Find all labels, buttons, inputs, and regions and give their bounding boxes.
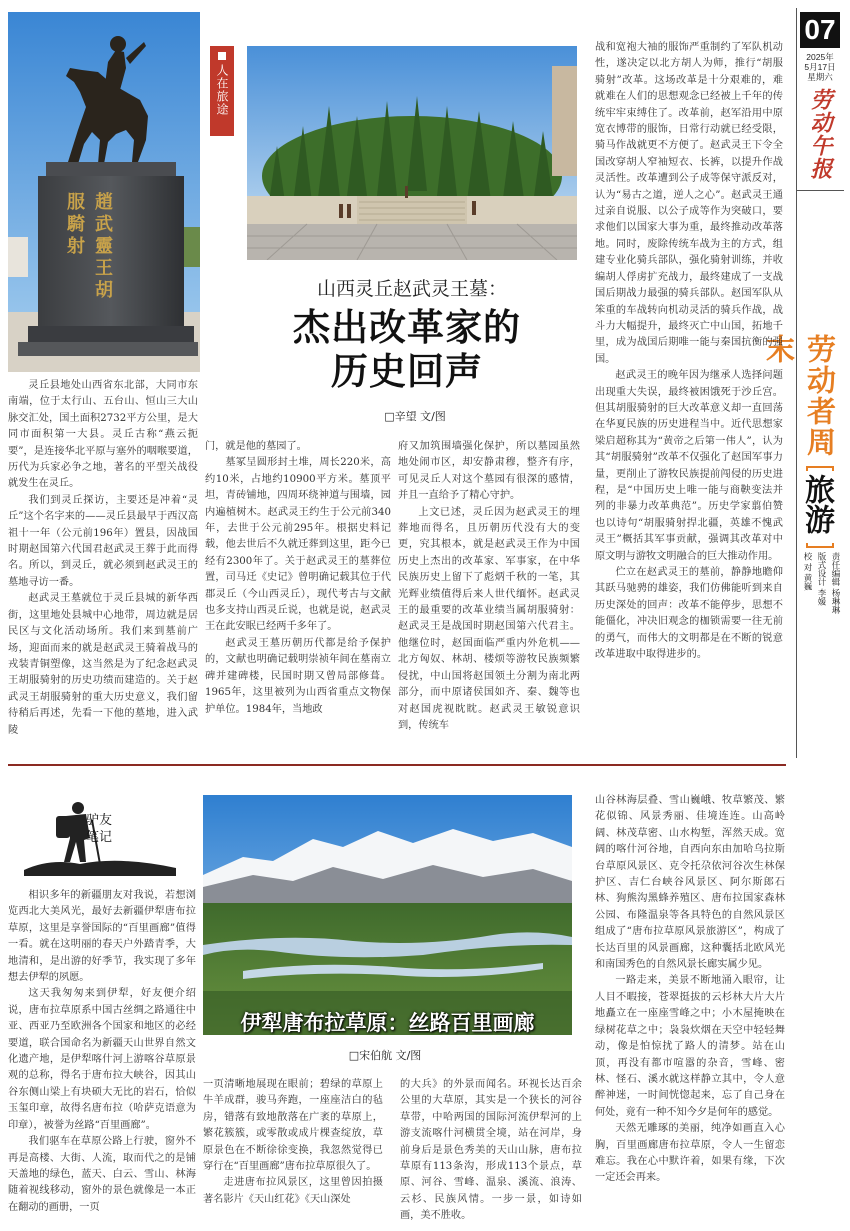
grassland-photo xyxy=(203,795,572,1035)
column-tag-notes xyxy=(86,812,112,846)
column-tag-travel xyxy=(210,46,234,136)
article1-title-line2: 历史回声 xyxy=(331,350,483,393)
article1-column-1 xyxy=(8,378,198,743)
paragraph: 赵武灵王墓就位于灵丘县城的新华西街，这里地处县城中心地带，周边就是居民区与文化活动场所。我们来到墓前广场，迎面而来的就是赵武灵王骑着战马的戎装青铜塑像，这当然是为了纪念赵武灵王胡服骑射的历史功绩而建造的。关于赵武灵王胡服骑射的重大历史意义，我们留待稍后再述，先看一下他的墓地，进入武陵 xyxy=(8,593,198,736)
tag-label: 人在旅途 xyxy=(215,64,229,116)
article1-title xyxy=(232,306,582,394)
article2-title: 伊犁唐布拉草原：丝路百里画廊 xyxy=(240,1011,535,1035)
paragraph: 灵丘县地处山西省东北部，大同市东南端，位于太行山、五台山、恒山三大山脉交汇处，国土面积2732平方公里，是大同市面积第一大县。灵丘古称“燕云扼要”，是连接华北平原与塞外的咽喉要道，历代为兵家必争之地，著名的平型关战役就发生在灵丘。 xyxy=(8,380,198,490)
issue-date xyxy=(798,52,842,82)
editor-credits xyxy=(792,552,842,622)
paragraph: 赵武灵王的晚年因为继承人选择问题出现重大失误，最终被困饿死于沙丘宫。但其胡服骑射的巨大改革意义却一直回荡在华夏民族的历史进程当中。近代思想家梁启超称其为“黄帝之后第一伟人”，认为其“胡服骑射”改革不仅强化了赵国军事力量，更削止了游牧民族提前闯侵的历史进程，是“中国历史上唯一能与商鞅变法并列的非暴力改革典范”。历史学家翦伯赞也以诗句“胡服骑射捍北疆，英雄不愧武灵王”概括其军事贡献，强调其改革对中原文明与游牧文明融合的巨大推动作用。 xyxy=(595,370,783,562)
paragraph: 这天我匆匆来到伊犁，好友便介绍说，唐布拉草原系中国古丝绸之路通往中亚、西亚乃至欧洲各个国家和地区的必经要道，联合国命名为新疆天山世界自然文化遗产地，是伊犁喀什河上游喀谷草原景观的总称，得名于唐布拉大峡谷，因其山谷东侧山梁上有块硕大无比的岩石，恰似玉玺印章，故得名唐布拉（哈萨克语意为印章），被誉为丝路“百里画廊”。 xyxy=(8,988,196,1131)
paragraph: 上文已述，灵丘因为赵武灵王的埋葬地而得名，且历朝历代没有大的变更，究其根本，就是赵武灵王作为中国历史上杰出的改革家、军事家，在中华民族历史上留下了彪炳千秋的一笔，其光辉业绩值得后来人世代缅怀。赵武灵王的最重要的改革业绩当属胡服骑射：赵武灵王是战国时期赵国第六代君主。他继位时，赵国面临严重内外危机——北方匈奴、林胡、楼烦等游牧民族频繁侵扰，中山国将赵国领土分割为南北两部分，而中原诸侯国如齐、秦、魏等也对赵国虎视眈眈。赵武灵王敏锐意识到，传统车 xyxy=(398,506,580,731)
article1-column-3 xyxy=(398,439,580,744)
tag-square-icon xyxy=(218,52,226,60)
tag-line-2: 笔记 xyxy=(86,830,113,845)
article2-byline: □宋伯航 文/图 xyxy=(348,1049,422,1062)
paragraph: 赵武灵王墓历朝历代都是给予保护的，文献也明确记载明崇祯年间在墓南立碑并建碑楼，民国时期又曾局部修葺。1965年，这里被列为山西省重点文物保护单位。1984年，当地政 xyxy=(205,637,391,715)
article1-title-line1: 杰出改革家的 xyxy=(293,306,521,349)
channel-bracket-bottom xyxy=(806,543,834,548)
paragraph: 天然无雕琢的美丽，纯净如画直入心胸，百里画廊唐布拉草原，令人一生留恋难忘。我在心中默许着，如果有缘，下次一定还会再来。 xyxy=(595,1123,785,1184)
credit-designer: 版式设计 李媛 xyxy=(817,552,827,606)
article1-column-4 xyxy=(595,40,783,740)
side-rule-left xyxy=(796,8,797,758)
article2-column-1 xyxy=(8,888,196,1226)
article2-column-4 xyxy=(595,793,785,1226)
paragraph: 我们到灵丘探访，主要还是冲着“灵丘”这个名字来的——灵丘县最早于西汉高祖十一年（公元前196年）置县，因战国时期赵国第六代国君赵武灵王葬于此而得名。所以，到灵丘，就必须到赵武灵王的墓地寻访一番。 xyxy=(8,494,198,588)
article2-column-2 xyxy=(203,1077,383,1227)
grassland-photo-graphic xyxy=(203,795,572,1035)
paragraph: 相识多年的新疆朋友对我说，若想浏览西北大美风光，最好去新疆伊犁唐布拉草原，这里是享誉国际的“百里画廊”值得一看。就在这明丽的春天户外踏青季，大地清和，是出游的好季节，我实现了多年想去伊犁的夙愿。 xyxy=(8,890,196,984)
article1-subtitle: 山西灵丘赵武灵王墓： xyxy=(316,278,507,300)
date-day: 5月17日 xyxy=(804,62,836,72)
page-number: 07 xyxy=(800,12,840,48)
statue-photo xyxy=(8,12,200,372)
channel-bracket-top xyxy=(806,466,834,471)
tomb-photo xyxy=(247,46,577,260)
paragraph: 我们驱车在草原公路上行驶，窗外不再是高楼、大街、人流，取而代之的是铺天盖地的绿色，蓝天、白云、雪山、林海随着视线移动，窗外的景色就像是一本正在翻动的画册，一页 xyxy=(8,1136,196,1213)
article1-byline: □辛望 文/图 xyxy=(384,410,446,423)
article1-column-2 xyxy=(205,439,391,744)
paragraph: 门，就是他的墓园了。 xyxy=(205,441,307,452)
paragraph: 的大兵》的外景而闻名。环视长达百余公里的大草原，其实是一个狭长的河谷草带，中哈两国的国际河流伊犁河的上游支流喀什河横贯全境，站在河岸，身前身后是景色秀美的天山山脉，唐布拉草原有113条沟，形成113个景点，草原、河谷、雪峰、温泉、溪流、浪涛、云杉、民族风情。一步一景，如诗如画，美不胜收。 xyxy=(400,1079,582,1222)
statue-inscription: 趙武靈王胡服騎射 xyxy=(64,192,113,302)
paragraph: 伫立在赵武灵王的墓前，静静地瞻仰其跃马驰骋的雄姿，我们仿佛能听到来自历史深处的回声：改革不能停步，思想不能僵化，冲决旧观念的枷锁需要一往无前的勇气，而伟大的文明都是在不断的锐意改革进取中取得进步的。 xyxy=(595,567,783,661)
credit-proofreader: 校 对 黄巍 xyxy=(803,552,813,591)
paragraph: 墓冢呈圆形封土堆，周长220米，高约10米，占地约10900平方米。墓顶平坦，青砖铺地，四周环绕神道与围墙，园内遍植树木。赵武灵王约生于公元前340年，去世于公元前295年。根据史料记载，他去世后不久就迁葬到这里，距今已经有2300年了。关于赵武灵王的墓葬位置，司马迁《史记》曾明确记载其位于代郡灵丘（今山西灵丘），现代考古与文献也多支持山西灵丘说，也就是说，赵武灵王在此安眠已经两千多年了。 xyxy=(205,457,391,633)
date-weekday: 星期六 xyxy=(807,72,833,82)
paragraph: 府又加筑围墙强化保护，所以墓园虽然地处闹市区，却安静肃穆，整齐有序，可见灵丘人对这个墓园有很深的感情，并且一直给予了精心守护。 xyxy=(398,441,580,502)
date-year: 2025年 xyxy=(806,52,834,62)
tag-line-1: 驴友 xyxy=(86,813,113,828)
paragraph: 走进唐布拉风景区，这里曾因拍摄著名影片《天山红花》《天山深处 xyxy=(203,1177,383,1205)
section-channel: 旅游 xyxy=(800,474,833,534)
paragraph: 战和宽袍大袖的服饰严重制约了军队机动性，遂决定以北方胡人为师，推行“胡服骑射”改革。这场改革是十分艰难的，难就难在人们的思想观念已经被上千年的传统牢牢束缚住了。改革前，赵军沿用中原宽衣博带的服饰，日常行动就已经受限，骑马作战就更不方便了。赵武灵王下令全国改穿胡人窄袖短衣、长裤，以提升作战灵活性。改革遭到公子成等保守派反对，认为“易古之道，逆人之心”。赵武灵王通过亲自说服、以公子成等作为突破口，要求他们以国家大事为重，最终推动改革落地。同时，废除传统车战为主的方式，组建专业化骑兵部队，强化骑射训练，并收编胡人俘虏扩充战力，最终建成了一支战国后期战力最强的骑兵部队。赵国军队从笨重的车战转向机动灵活的骑兵作战，战斗力大幅提升，最终灭亡中山国，拓地千里，成为战国后期唯一能与秦国抗衡的强国。 xyxy=(595,42,783,365)
article2-column-3 xyxy=(400,1077,582,1227)
side-rule-top xyxy=(796,190,844,191)
paragraph: 一页清晰地展现在眼前；碧绿的草原上牛羊成群，骏马奔跑，一座座洁白的毡房，错落有致地散落在广袤的草原上，繁花簇簇，或零散或成片棵查绽放，草原景色在不断徐徐变换，我忽然觉得已穿行在“百里画廊”唐布拉草原很久了。 xyxy=(203,1079,383,1173)
section-divider xyxy=(8,764,786,766)
paragraph: 山谷林海层叠、雪山巍峨、牧草繁茂、繁花似锦、风景秀丽、佳境连连。山高岭阔、林茂草密、山水构堑，浑然天成。宽阔的喀什河谷地，自西向东由加哈乌拉斯台草原风景区、克令托尕依河谷次生林保护区、吉仁台峡谷风景区、阿尔斯郎石林、狗熊沟黑蜂养殖区、唐布拉国家森林公园、布隆温泉等各具特色的自然风景区组成了“唐布拉草原风景旅游区”，构成了长达百里的风景画廊，这种囊括北欧风光和南国秀色的自然风景长廊实属少见。 xyxy=(595,795,785,971)
paragraph: 一路走来，美景不断地涌入眼帘，让人目不暇接，苍翠挺拔的云杉林大片大片地矗立在一座座雪峰之中；小木屋掩映在绿树花草之中；袅袅炊烟在天空中轻轻舞动，像是怕惊扰了路人的清梦。站在山顶，再没有都市喧嚣的杂音，雪峰、密林、怪石、溪水就这样静立其中，令人意醉神迷，一时间恍惚起来，忘了自己身在何处，竟有一种不知今夕是何年的感觉。 xyxy=(595,975,785,1118)
section-name: 劳动者周末 xyxy=(762,334,835,458)
credit-editor: 责任编辑 杨琳琳 xyxy=(831,552,841,614)
tomb-photo-graphic xyxy=(247,46,577,260)
paper-logo: 劳动午报 xyxy=(807,88,833,180)
